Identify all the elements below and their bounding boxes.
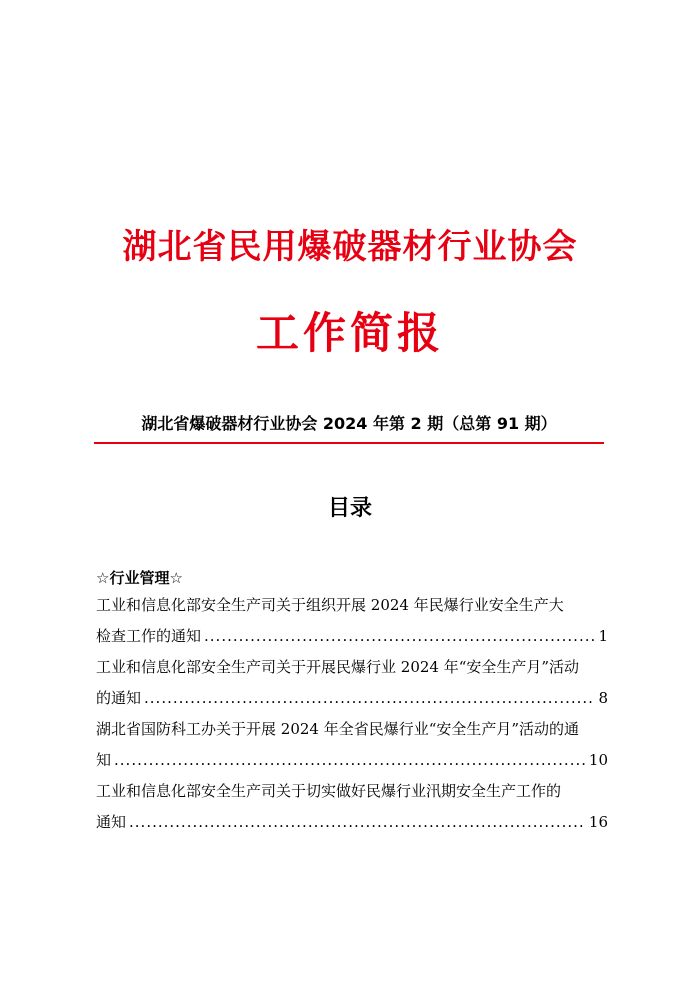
toc-entry[interactable]: [96, 590, 608, 652]
toc-entry[interactable]: [96, 776, 608, 838]
brief-title: 工作简报: [256, 309, 444, 359]
toc-entry-title-line2-row: [96, 807, 608, 838]
toc-entry-title-line2-row: [96, 745, 608, 776]
issue-line: 湖北省爆破器材行业协会 2024 年第 2 期（总第 91 期）: [141, 414, 557, 433]
table-of-contents: [96, 566, 608, 838]
toc-entry-title-line1: 工业和信息化部安全生产司关于组织开展 2024 年民爆行业安全生产大: [96, 596, 564, 614]
toc-entry[interactable]: [96, 652, 608, 714]
dot-leader: [204, 621, 595, 652]
toc-entry[interactable]: [96, 714, 608, 776]
toc-entry-title-line2-row: [96, 621, 608, 652]
toc-entry-title-line2: 通知: [96, 813, 127, 831]
toc-entry-title-line1: 工业和信息化部安全生产司关于切实做好民爆行业汛期安全生产工作的: [96, 782, 562, 800]
toc-section-label: ☆行业管理☆: [96, 569, 183, 587]
toc-entry-title-line2-row: [96, 683, 608, 714]
dot-leader: [129, 807, 586, 838]
toc-page-number: 16: [588, 813, 608, 831]
dot-leader: [114, 745, 586, 776]
toc-heading: 目录: [327, 496, 372, 521]
red-divider: [94, 442, 604, 444]
toc-entry-title-line1: 湖北省国防科工办关于开展 2024 年全省民爆行业“安全生产月”活动的通: [96, 720, 580, 738]
dot-leader: [144, 683, 595, 714]
organization-title: 湖北省民用爆破器材行业协会: [122, 227, 578, 267]
toc-entry-title-line2: 知: [96, 751, 112, 769]
toc-entry-title-line2: 检查工作的通知: [96, 627, 202, 645]
toc-entry-title-line2: 的通知: [96, 689, 142, 707]
toc-page-number: 10: [588, 751, 608, 769]
toc-page-number: 1: [598, 627, 608, 645]
toc-page-number: 8: [598, 689, 608, 707]
toc-entry-title-line1: 工业和信息化部安全生产司关于开展民爆行业 2024 年“安全生产月”活动: [96, 658, 580, 676]
